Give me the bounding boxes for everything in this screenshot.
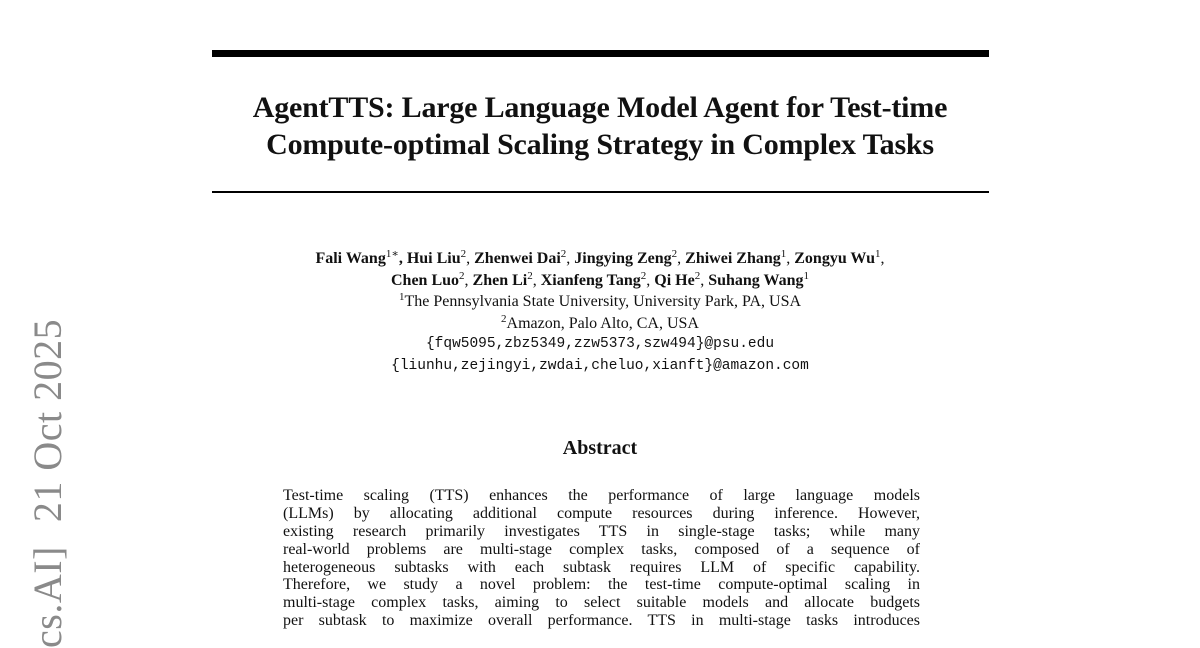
author-name: Zhiwei Zhang: [685, 250, 781, 267]
arxiv-date: 21 Oct 2025: [25, 318, 70, 523]
affiliation-2: [150, 313, 1050, 335]
author-block: [150, 248, 1050, 377]
author-line-1: Fali Wang$^{1∗}$, Hui Liu$^2$, Zhenwei Dai$^2$, Jingying Zeng$^2$, Zhiwei Zhang$^1$, Zongyu Wu$^1$,: [315, 248, 885, 267]
author-affiliation-mark: 2: [671, 248, 678, 260]
abstract-line: heterogeneous subtasks with each subtask requires LLM of specific capability.: [283, 558, 920, 576]
arxiv-category: cs.AI]: [25, 546, 70, 648]
author-name: Zongyu Wu: [794, 250, 876, 267]
abstract-line: multi-stage complex tasks, aiming to select suitable models and allocate budgets: [283, 594, 920, 612]
abstract-line: per subtask to maximize overall performance. TTS in multi-stage tasks introduces: [283, 612, 920, 630]
author-affiliation-mark: 2: [560, 248, 567, 260]
author-affiliation-mark: 1: [803, 269, 810, 282]
abstract-line: existing research primarily investigates TTS in single-stage tasks; while many: [283, 522, 920, 540]
author-name: Zhen Li: [472, 271, 528, 289]
author-affiliation-mark: 1∗: [385, 248, 399, 260]
email-psu[interactable]: {fqw5095,zbz5349,zzw5373,szw494}@psu.edu: [425, 336, 775, 352]
author-affiliation-mark: 2: [640, 269, 647, 282]
abstract-line: Test-time scaling (TTS) enhances the performance of large language models: [283, 487, 920, 504]
affiliation-text: The Pennsylvania State University, University Park, PA, USA: [404, 293, 802, 310]
author-name: Xianfeng Tang: [540, 271, 641, 289]
author-affiliation-mark: 2: [460, 248, 467, 260]
email-amazon[interactable]: {liunhu,zejingyi,zwdai,cheluo,xianft}@amazon.com: [391, 357, 809, 374]
author-name: Jingying Zeng: [574, 250, 672, 267]
affiliation-mark: 2: [501, 312, 507, 325]
author-affiliation-mark: 1: [780, 248, 787, 260]
author-affiliation-mark: 2: [459, 269, 465, 282]
affiliation-mark: 1: [398, 291, 405, 303]
abstract-line: (LLMs) by allocating additional compute resources during inference. However,: [283, 504, 920, 522]
paper-title: [180, 89, 1020, 163]
abstract-line: Therefore, we study a novel problem: the test-time compute-optimal scaling in: [283, 576, 920, 594]
author-name: Qi He: [654, 271, 695, 289]
author-affiliation-mark: 2: [694, 269, 701, 282]
author-name: Zhenwei Dai: [474, 250, 561, 267]
abstract-body: [283, 487, 920, 630]
author-affiliation-mark: 2: [527, 269, 533, 282]
abstract-line: real-world problems are multi-stage complex tasks, composed of a sequence of: [283, 540, 920, 558]
author-name: Chen Luo: [390, 271, 460, 289]
author-name: Suhang Wang: [708, 271, 804, 289]
author-line-2: Chen Luo$^2$, Zhen Li$^2$, Xianfeng Tang$^2$, Qi He$^2$, Suhang Wang$^1$: [390, 269, 810, 289]
affiliation-text: Amazon, Palo Alto, CA, USA: [506, 314, 699, 332]
author-name: Fali Wang: [315, 250, 386, 267]
title-top-rule: [212, 50, 989, 57]
author-name: Hui Liu: [406, 250, 461, 267]
title-line-2: Compute-optimal Scaling Strategy in Complex Tasks: [266, 128, 934, 161]
arxiv-stamp: [25, 295, 70, 648]
affiliation-1: [150, 291, 1050, 313]
abstract-heading: Abstract: [562, 437, 638, 459]
title-line-1: AgentTTS: Large Language Model Agent for Test-time: [252, 91, 948, 124]
title-bottom-rule: [212, 191, 989, 193]
author-affiliation-mark: 1: [875, 248, 881, 260]
